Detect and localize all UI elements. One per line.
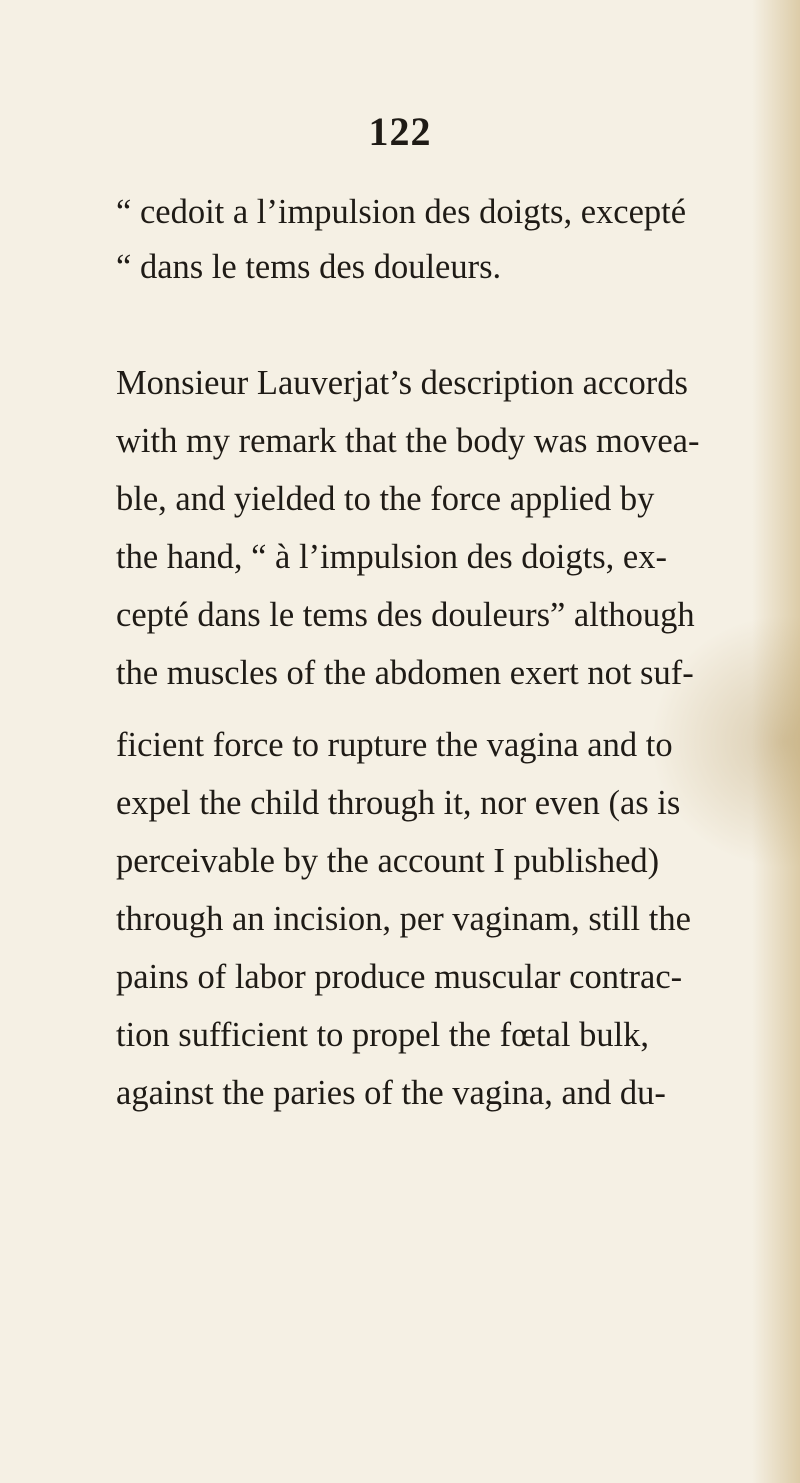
text-line: the hand, “ à l’impulsion des doigts, ex- (116, 538, 667, 576)
text-line: tion sufficient to propel the fœtal bulk, (116, 1016, 650, 1054)
text-line: ficient force to rupture the vagina and to (116, 726, 673, 764)
text-line: perceivable by the account I published) (116, 842, 660, 880)
text-line: through an incision, per vaginam, still the (116, 900, 691, 938)
text-line: Monsieur Lauverjat’s description accords (116, 364, 688, 402)
text-line: “ cedoit a l’impulsion des doigts, excepté (116, 193, 687, 231)
text-line: the muscles of the abdomen exert not suf- (116, 654, 694, 692)
text-line: “ dans le tems des douleurs. (116, 248, 502, 286)
text-line: expel the child through it, nor even (as is (116, 784, 681, 822)
page-number: 122 (368, 109, 432, 154)
text-line: cepté dans le tems des douleurs” although (116, 596, 695, 634)
text-line: against the paries of the vagina, and du- (116, 1074, 666, 1112)
text-line: pains of labor produce muscular contrac- (116, 958, 683, 996)
text-line: with my remark that the body was movea- (116, 422, 700, 460)
text-line: ble, and yielded to the force applied by (116, 480, 655, 518)
